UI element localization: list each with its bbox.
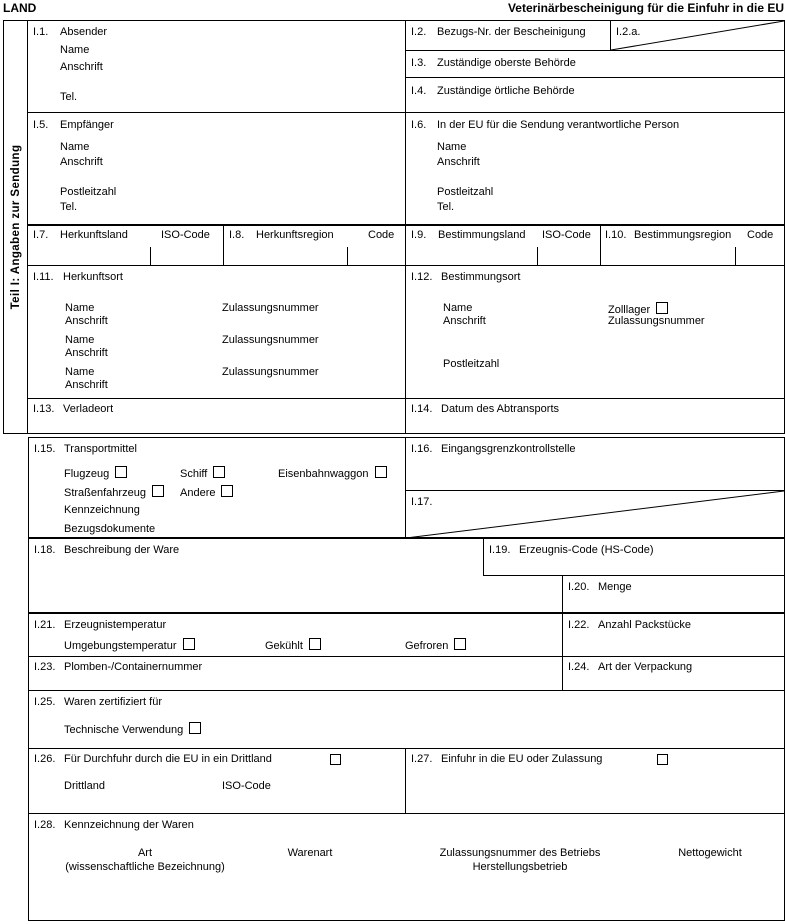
field-i26-country-label: Drittland xyxy=(64,780,105,792)
field-i8-label: Herkunftsregion xyxy=(256,229,334,241)
part1-sidebar xyxy=(3,20,28,434)
schiff-checkbox[interactable] xyxy=(213,466,225,478)
temp-frozen-option xyxy=(405,638,466,653)
form-title: Veterinärbescheinigung für die Einfuhr in die EU xyxy=(507,1,784,15)
field-i28-number: I.28. xyxy=(34,819,56,831)
field-i24-label: Art der Verpackung xyxy=(598,661,693,673)
durchfuhr-checkbox[interactable] xyxy=(330,754,341,765)
code-divider xyxy=(537,247,538,265)
field-i18-number: I.18. xyxy=(34,544,56,556)
field-i12-approval-label: Zulassungsnummer xyxy=(608,315,705,327)
field-i12-address-label: Anschrift xyxy=(443,315,486,327)
code-divider xyxy=(347,247,348,265)
transport-plane-option xyxy=(64,466,127,481)
field-i21-label: Erzeugnistemperatur xyxy=(64,619,167,631)
field-i11-address-label: Anschrift xyxy=(65,379,108,391)
section-divider xyxy=(28,537,785,539)
field-i1-tel-label: Tel. xyxy=(60,91,78,103)
field-i12-number: I.12. xyxy=(411,271,433,283)
field-i10-number: I.10. xyxy=(605,229,627,241)
temp-ambient-option xyxy=(64,638,195,653)
field-i1-name-label: Name xyxy=(60,44,90,56)
field-i6-name-label: Name xyxy=(437,141,467,153)
field-i11-name-label: Name xyxy=(65,302,95,314)
field-i11-approval-label: Zulassungsnummer xyxy=(222,302,319,314)
field-i1-number: I.1. xyxy=(33,26,49,38)
ambient-label: Umgebungstemperatur xyxy=(64,640,177,652)
field-i22-label: Anzahl Packstücke xyxy=(598,619,691,631)
field-i20-number: I.20. xyxy=(568,581,590,593)
field-i6-address-label: Anschrift xyxy=(437,156,480,168)
technical-use-option xyxy=(64,722,201,737)
field-i5-postal-label: Postleitzahl xyxy=(60,186,117,198)
road-label: Straßenfahrzeug xyxy=(64,487,146,499)
technical-use-label: Technische Verwendung xyxy=(64,724,184,736)
field-i20-label: Menge xyxy=(598,581,632,593)
field-i6-postal-label: Postleitzahl xyxy=(437,186,494,198)
field-i8-code-label: Code xyxy=(368,229,395,241)
transport-road-option xyxy=(64,485,164,500)
field-i7-number: I.7. xyxy=(33,229,49,241)
field-i6-label: In der EU für die Sendung verantwortliche Person xyxy=(437,119,680,131)
country-label: LAND xyxy=(3,1,37,15)
field-i15-label: Transportmittel xyxy=(64,443,137,455)
field-i26-label: Für Durchfuhr durch die EU in ein Drittland xyxy=(64,753,272,765)
transport-other-option xyxy=(180,485,233,500)
flugzeug-checkbox[interactable] xyxy=(115,466,127,478)
field-i27-number: I.27. xyxy=(411,753,433,765)
field-i21-number: I.21. xyxy=(34,619,56,631)
field-i11-label: Herkunftsort xyxy=(63,271,123,283)
field-i20-cell xyxy=(562,575,785,614)
rail-label: Eisenbahnwaggon xyxy=(278,468,369,480)
field-i11-name-label: Name xyxy=(65,334,95,346)
field-i23-label: Plomben-/Containernummer xyxy=(64,661,203,673)
diagonal-strike-icon xyxy=(406,491,784,538)
field-i5-address-label: Anschrift xyxy=(60,156,103,168)
i28-col-species-sublabel: (wissenschaftliche Bezeichnung) xyxy=(65,861,225,873)
field-i12-name-label: Name xyxy=(443,302,473,314)
field-i24-number: I.24. xyxy=(568,661,590,673)
field-i5-label: Empfänger xyxy=(60,119,114,131)
field-i25-number: I.25. xyxy=(34,696,56,708)
field-i17-number: I.17. xyxy=(411,496,433,508)
field-i3-number: I.3. xyxy=(411,57,427,69)
field-i11-address-label: Anschrift xyxy=(65,315,108,327)
field-i5-name-label: Name xyxy=(60,141,90,153)
field-i5-number: I.5. xyxy=(33,119,49,131)
field-i7-code-label: ISO-Code xyxy=(161,229,210,241)
field-i2-label: Bezugs-Nr. der Bescheinigung xyxy=(437,26,586,38)
field-i15-docs-label: Bezugsdokumente xyxy=(64,523,156,535)
field-i1-address-label: Anschrift xyxy=(60,61,103,73)
field-i13-number: I.13. xyxy=(33,403,55,415)
field-i5-tel-label: Tel. xyxy=(60,201,78,213)
field-i11-name-label: Name xyxy=(65,366,95,378)
field-i14-number: I.14. xyxy=(411,403,433,415)
other-label: Andere xyxy=(180,487,216,499)
i28-col-approval-sublabel: Herstellungsbetrieb xyxy=(472,861,568,873)
eisenbahnwaggon-checkbox[interactable] xyxy=(375,466,387,478)
field-i6-tel-label: Tel. xyxy=(437,201,455,213)
field-i11-address-label: Anschrift xyxy=(65,347,108,359)
field-i4-number: I.4. xyxy=(411,85,427,97)
i28-col-species-label: Art xyxy=(137,847,153,859)
i28-col-weight-label: Nettogewicht xyxy=(678,847,742,859)
field-i25-label: Waren zertifiziert für xyxy=(64,696,163,708)
gekuehlt-checkbox[interactable] xyxy=(309,638,321,650)
field-i3-label: Zuständige oberste Behörde xyxy=(437,57,576,69)
field-i17-cell xyxy=(405,490,785,539)
plane-label: Flugzeug xyxy=(64,468,110,480)
field-i12-label: Bestimmungsort xyxy=(441,271,521,283)
field-i8-number: I.8. xyxy=(229,229,245,241)
field-i11-approval-label: Zulassungsnummer xyxy=(222,366,319,378)
chilled-label: Gekühlt xyxy=(265,640,303,652)
field-i9-code-label: ISO-Code xyxy=(542,229,591,241)
field-i22-number: I.22. xyxy=(568,619,590,631)
field-i2-number: I.2. xyxy=(411,26,427,38)
field-i11-approval-label: Zulassungsnummer xyxy=(222,334,319,346)
field-i7-label: Herkunftsland xyxy=(60,229,128,241)
technische-verwendung-checkbox[interactable] xyxy=(189,722,201,734)
field-i9-label: Bestimmungsland xyxy=(438,229,526,241)
frozen-label: Gefroren xyxy=(405,640,449,652)
strassenfahrzeug-checkbox[interactable] xyxy=(152,485,164,497)
field-i15-identification-label: Kennzeichnung xyxy=(64,504,140,516)
field-i10-code-label: Code xyxy=(747,229,774,241)
field-i19-number: I.19. xyxy=(489,544,511,556)
section-divider xyxy=(28,612,785,614)
code-divider xyxy=(150,247,151,265)
umgebungstemperatur-checkbox[interactable] xyxy=(183,638,195,650)
part1-label: Teil I: Angaben zur Sendung xyxy=(9,144,22,310)
field-i1-label: Absender xyxy=(60,26,108,38)
i28-col-approval-label: Zulassungsnummer des Betriebs xyxy=(439,847,601,859)
field-i11-number: I.11. xyxy=(33,271,54,283)
field-i10-label: Bestimmungsregion xyxy=(634,229,732,241)
field-i14-label: Datum des Abtransports xyxy=(441,403,560,415)
field-i9-number: I.9. xyxy=(411,229,427,241)
section-divider xyxy=(27,224,785,226)
temp-chilled-option xyxy=(265,638,321,653)
field-i12-customs-label: Zolllager xyxy=(608,304,651,316)
field-i2a-number: I.2.a. xyxy=(616,26,641,38)
field-i12-postal-label: Postleitzahl xyxy=(443,358,500,370)
field-i27-label: Einfuhr in die EU oder Zulassung xyxy=(441,753,603,765)
field-i26-number: I.26. xyxy=(34,753,56,765)
field-i18-label: Beschreibung der Ware xyxy=(64,544,180,556)
code-divider xyxy=(735,247,736,265)
field-i13-label: Verladeort xyxy=(63,403,114,415)
field-i23-number: I.23. xyxy=(34,661,56,673)
field-i12-cell xyxy=(405,265,785,399)
transport-ship-option xyxy=(180,466,225,481)
field-i26-code-label: ISO-Code xyxy=(222,780,271,792)
field-i19-label: Erzeugnis-Code (HS-Code) xyxy=(519,544,654,556)
field-i4-label: Zuständige örtliche Behörde xyxy=(437,85,575,97)
einfuhr-checkbox[interactable] xyxy=(657,754,668,765)
transport-rail-option xyxy=(278,466,387,481)
i28-col-nature-label: Warenart xyxy=(287,847,333,859)
field-i16-label: Eingangsgrenzkontrollstelle xyxy=(441,443,576,455)
field-i15-number: I.15. xyxy=(34,443,56,455)
ship-label: Schiff xyxy=(180,468,208,480)
field-i28-label: Kennzeichnung der Waren xyxy=(64,819,194,831)
zolllager-checkbox[interactable] xyxy=(656,302,668,314)
gefroren-checkbox[interactable] xyxy=(454,638,466,650)
andere-checkbox[interactable] xyxy=(221,485,233,497)
field-i6-number: I.6. xyxy=(411,119,427,131)
field-i16-number: I.16. xyxy=(411,443,433,455)
